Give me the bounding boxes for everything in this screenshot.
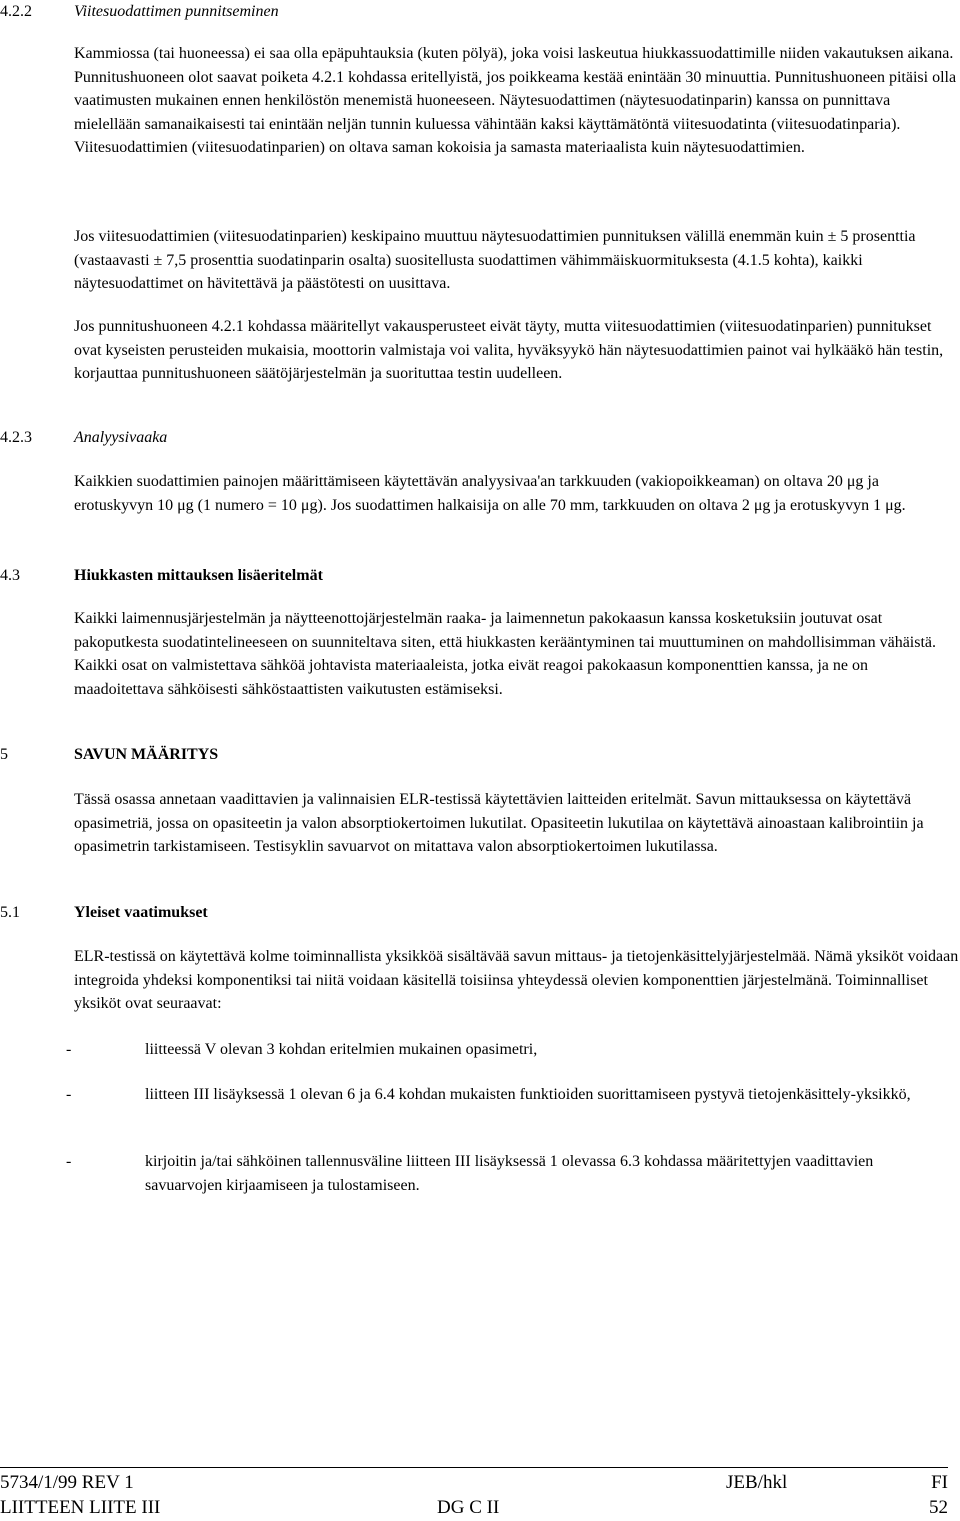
- section-title: SAVUN MÄÄRITYS: [74, 746, 219, 763]
- bullet-text: liitteen III lisäyksessä 1 olevan 6 ja 6.4 kohdan mukaisten funktioiden suorittamiseen pystyvä tietojenkäsittely-yksikkö,: [145, 1086, 911, 1103]
- section-number: 4.2.3: [0, 429, 32, 446]
- section-title: Analyysivaaka: [74, 429, 168, 446]
- section-number: 5: [0, 746, 8, 763]
- paragraph-balance-accuracy: Kaikkien suodattimien painojen määrittämiseen käytettävän analyysivaa'an tarkkuuden (vakiopoikkeaman) on oltava 20 μg ja erotuskyvyn 10 μg (1 numero = 10 μg). Jos suodattimen halkaisija on alle 70 mm, tarkkuuden on oltava 2 μg ja erotuskyvyn 1 μg.: [74, 473, 906, 514]
- footer-dg: DG C II: [437, 1497, 500, 1518]
- section-number: 4.2.2: [0, 3, 32, 20]
- paragraph-chamber-contamination: Kammiossa (tai huoneessa) ei saa olla epäpuhtauksia (kuten pölyä), joka voisi laskeutua hiukkassuodattimille niiden vakautuksen aikana. Punnitushuoneen olot saavat poiketa 4.2.1 kohdassa eritellyistä, jos poikkeama kestää enintään 30 minuuttia. Punnitushuoneen pitäisi olla vaatimusten mukainen ennen henkilöstön menemistä huoneeseen. Näytesuodattimen (näytesuodatinparin) kanssa on punnittava mielellään samanaikaisesti tai enintään neljän tunnin kuluessa vähintään kaksi käyttämätöntä viitesuodatinta (viitesuodatinparia). Viitesuodattimien (viitesuodatinparien) on oltava saman kokoisia ja samasta materiaalista kuin näytesuodattimien.: [74, 45, 957, 156]
- section-number: 5.1: [0, 904, 20, 921]
- paragraph-reference-weight-change: Jos viitesuodattimien (viitesuodatinparien) keskipaino muuttuu näytesuodattimien punnituksen välillä enemmän kuin ± 5 prosenttia (vastaavasti ± 7,5 prosenttia suodatinparin osalta) suositellusta suodattimen vähimmäiskuormituksesta (4.1.5 kohta), kaikki näytesuodattimet on hävitettävä ja päästötesti on uusittava.: [74, 228, 916, 292]
- paragraph-stability-criteria: Jos punnitushuoneen 4.2.1 kohdassa määritellyt vakausperusteet eivät täyty, mutta viitesuodattimien (viitesuodatinparien) punnitukset ovat kyseisten perusteiden mukaisia, moottorin valmistaja voi valita, hyväksyykö hän näytesuodattimien painot vai hylkääkö hän testin, korjauttaa punnitushuoneen säätöjärjestelmän ja suorituttaa testin uudelleen.: [74, 318, 944, 382]
- paragraph-smoke-equipment: Tässä osassa annetaan vaadittavien ja valinnaisien ELR-testissä käytettävien laitteiden eritelmät. Savun mittauksessa on käytettävä opasimetriä, jossa on opasiteetin ja valon absorptiokertoimen lukutilat. Opasiteetin lukutilaa on käytettävä ainoastaan kalibrointiin ja opasimetrin tarkistamiseen. Testisyklin savuarvot on mitattava valon absorptiokertoimen lukutilassa.: [74, 791, 924, 855]
- footer-divider: [0, 1467, 948, 1468]
- footer-row-1: [0, 1471, 948, 1495]
- bullet-dash: -: [66, 1153, 72, 1170]
- paragraph-functional-units: ELR-testissä on käytettävä kolme toiminnallista yksikköä sisältävää savun mittaus- ja tietojenkäsittelyjärjestelmää. Nämä yksiköt voidaan integroida yhdeksi komponentiksi tai niitä voidaan käsitellä toisiinsa yhteydessä olevien komponenttien järjestelmänä. Toiminnalliset yksiköt ovat seuraavat:: [74, 948, 959, 1012]
- bullet-dash: -: [66, 1041, 72, 1058]
- footer-annex: LIITTEEN LIITE III: [0, 1497, 161, 1518]
- footer-page-number: 52: [929, 1497, 948, 1518]
- section-title: Viitesuodattimen punnitseminen: [74, 3, 279, 20]
- paragraph-dilution-system: Kaikki laimennusjärjestelmän ja näytteenottojärjestelmän raaka- ja laimennetun pakokaasun kanssa kosketuksiin joutuvat osat pakoputkesta suodatintelineeseen on suunniteltava siten, että hiukkasten kerääntyminen tai muuttuminen on mahdollisimman vähäistä. Kaikki osat on valmistettava sähköä johtavista materiaaleista, jotka eivät reagoi pakokaasun komponenttien kanssa, ja ne on maadoitettava sähköisesti sähköstaattisten vaikutusten estämiseksi.: [74, 610, 937, 698]
- section-number: 4.3: [0, 567, 20, 584]
- bullet-text: kirjoitin ja/tai sähköinen tallennusväline liitteen III lisäyksessä 1 olevassa 6.3 kohdassa määritettyjen vaadittavien savuarvojen kirjaamiseen ja tulostamiseen.: [145, 1153, 874, 1194]
- footer-language: FI: [931, 1472, 948, 1493]
- footer-initials: JEB/hkl: [726, 1472, 788, 1493]
- footer-row-2: [0, 1496, 948, 1520]
- bullet-text: liitteessä V olevan 3 kohdan eritelmien mukainen opasimetri,: [145, 1041, 538, 1058]
- footer-doc-ref: 5734/1/99 REV 1: [0, 1472, 134, 1493]
- section-title: Yleiset vaatimukset: [74, 904, 208, 921]
- bullet-dash: -: [66, 1086, 72, 1103]
- section-title: Hiukkasten mittauksen lisäeritelmät: [74, 567, 323, 584]
